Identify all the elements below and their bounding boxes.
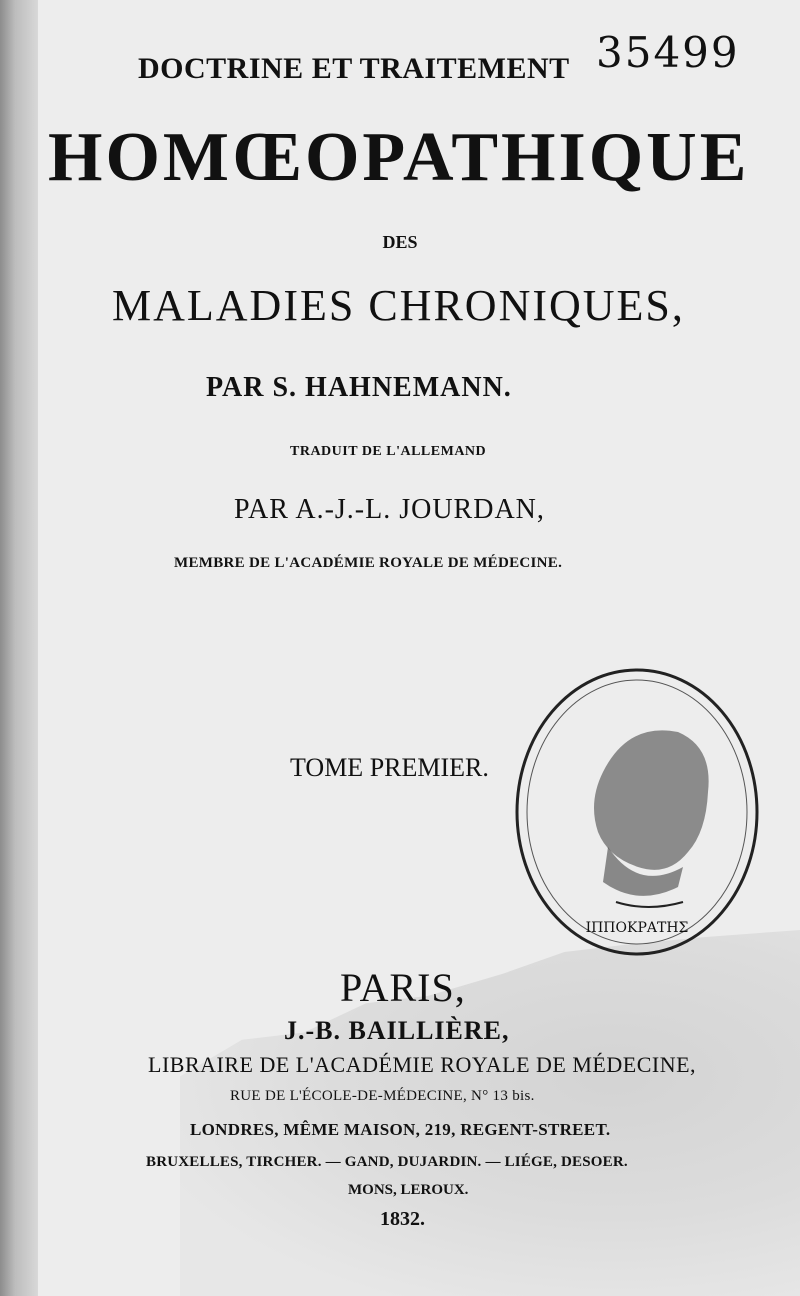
translator-line: PAR A.-J.-L. JOURDAN, [234, 494, 545, 525]
translated-line: TRADUIT DE L'ALLEMAND [290, 444, 487, 459]
imprint-mons: MONS, LEROUX. [348, 1182, 469, 1198]
title-line-4: MALADIES CHRONIQUES, [112, 281, 685, 330]
library-stamp [508, 662, 766, 962]
stamp-caption: ΙΠΠΟΚΡΑΤΗΣ [585, 920, 689, 936]
title-main: HOMŒOPATHIQUE [48, 119, 750, 196]
imprint-publisher-title: LIBRAIRE DE L'ACADÉMIE ROYALE DE MÉDECINE, [148, 1052, 697, 1077]
shelfmark-number: 35499 [596, 28, 740, 77]
imprint-other-cities: BRUXELLES, TIRCHER. — GAND, DUJARDIN. — LIÉGE, DESOER. [146, 1154, 628, 1170]
title-line-1: DOCTRINE ET TRAITEMENT [138, 52, 570, 85]
imprint-city: PARIS, [340, 965, 466, 1010]
translator-title-line: MEMBRE DE L'ACADÉMIE ROYALE DE MÉDECINE. [174, 555, 563, 571]
book-spine-edge [0, 0, 38, 1296]
author-line: PAR S. HAHNEMANN. [206, 372, 512, 403]
volume-line: TOME PREMIER. [290, 753, 489, 782]
imprint-london: LONDRES, MÊME MAISON, 219, REGENT-STREET. [190, 1120, 611, 1139]
imprint-year: 1832. [380, 1208, 425, 1230]
imprint-address: RUE DE L'ÉCOLE-DE-MÉDECINE, N° 13 bis. [230, 1088, 535, 1104]
imprint-publisher: J.-B. BAILLIÈRE, [284, 1016, 510, 1045]
title-line-3: DES [382, 232, 418, 252]
